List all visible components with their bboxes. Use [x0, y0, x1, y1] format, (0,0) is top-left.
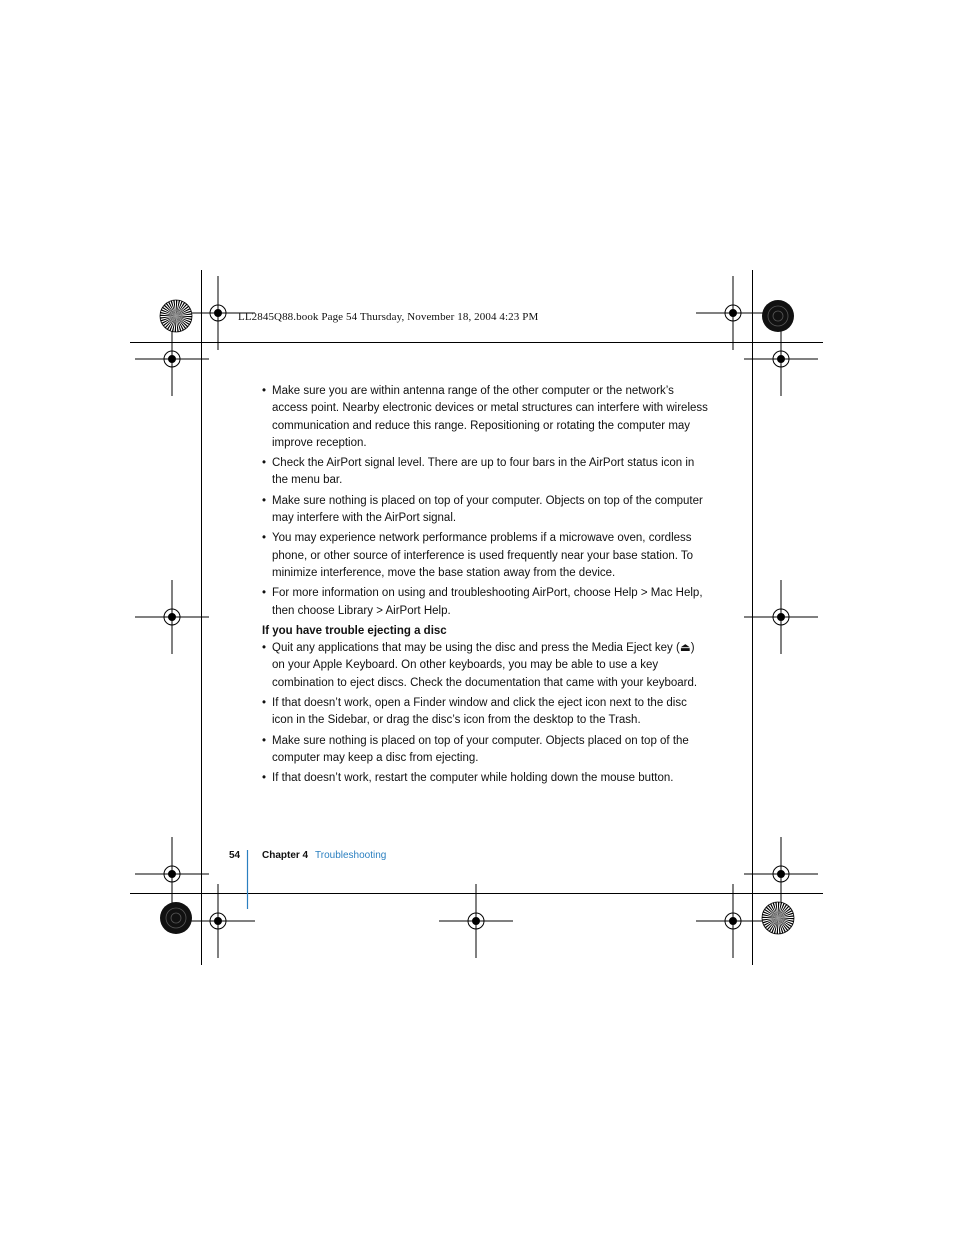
eject-bullet-list — [262, 640, 708, 787]
registration-mark — [135, 322, 209, 396]
list-item — [262, 383, 708, 452]
list-item — [262, 640, 708, 692]
registration-mark — [135, 837, 209, 911]
list-item — [262, 770, 708, 787]
list-item — [262, 493, 708, 528]
bullet-glyph: • — [262, 697, 267, 710]
chapter-title: Troubleshooting — [315, 850, 387, 861]
starburst-mark — [160, 300, 192, 332]
list-item-text: Make sure you are within antenna range of the other computer or the network’s access point. Nearby electronic devices or metal structures can interfere with wireless communication and reduce this range. Repositioning or rotating the computer may improve reception. — [272, 385, 708, 449]
list-item-text: Make sure nothing is placed on top of your computer. Objects on top of the computer may interfere with the AirPort signal. — [272, 494, 703, 525]
registration-mark — [744, 580, 818, 654]
starburst-mark — [160, 902, 192, 934]
registration-mark — [135, 580, 209, 654]
bullet-glyph: • — [262, 457, 267, 470]
list-item-text: If that doesn’t work, restart the computer while holding down the mouse button. — [272, 772, 674, 785]
bullet-glyph: • — [262, 642, 267, 655]
section-heading: If you have trouble ejecting a disc — [262, 624, 447, 637]
list-item — [262, 530, 708, 582]
list-item-text: For more information on using and troubleshooting AirPort, choose Help > Mac Help, then choose Library > AirPort Help. — [272, 587, 703, 617]
bullet-glyph: • — [262, 587, 267, 600]
list-item-text: You may experience network performance problems if a microwave oven, cordless phone, or other source of interference is used frequently near your base station. To minimize interference, move the base station away from the device. — [272, 532, 694, 579]
registration-mark — [744, 322, 818, 396]
main-content — [262, 383, 708, 791]
airport-bullet-list — [262, 383, 708, 620]
list-item — [262, 585, 708, 620]
list-item-text: Check the AirPort signal level. There are up to four bars in the AirPort status icon in the menu bar. — [272, 457, 695, 487]
registration-mark — [439, 884, 513, 958]
list-item — [262, 455, 708, 490]
list-item-text: Quit any applications that may be using the disc and press the Media Eject key (⏏) on your Apple Keyboard. On other keyboards, you may be able to use a key combination to eject discs. Check the documentation that came with your keyboard. — [272, 642, 698, 689]
starburst-mark — [762, 300, 794, 332]
bullet-glyph: • — [262, 772, 267, 785]
list-item — [262, 695, 708, 730]
registration-mark — [696, 276, 770, 350]
list-item — [262, 733, 708, 768]
page-number: 54 — [229, 850, 241, 861]
list-item-text: Make sure nothing is placed on top of your computer. Objects placed on top of the computer may keep a disc from ejecting. — [272, 734, 689, 764]
bullet-glyph: • — [262, 385, 267, 397]
chapter-label: Chapter 4 — [262, 850, 309, 861]
registration-mark — [744, 837, 818, 911]
bullet-glyph: • — [262, 532, 267, 545]
registration-mark — [696, 884, 770, 958]
starburst-mark — [762, 902, 794, 934]
bullet-glyph: • — [262, 494, 267, 507]
registration-mark — [181, 884, 255, 958]
bullet-glyph: • — [262, 734, 267, 747]
print-slug: LL2845Q88.book Page 54 Thursday, November 18, 2004 4:23 PM — [238, 311, 539, 323]
list-item-text: If that doesn’t work, open a Finder window and click the eject icon next to the disc icon in the Sidebar, or drag the disc’s icon from the desktop to the Trash. — [272, 697, 687, 727]
